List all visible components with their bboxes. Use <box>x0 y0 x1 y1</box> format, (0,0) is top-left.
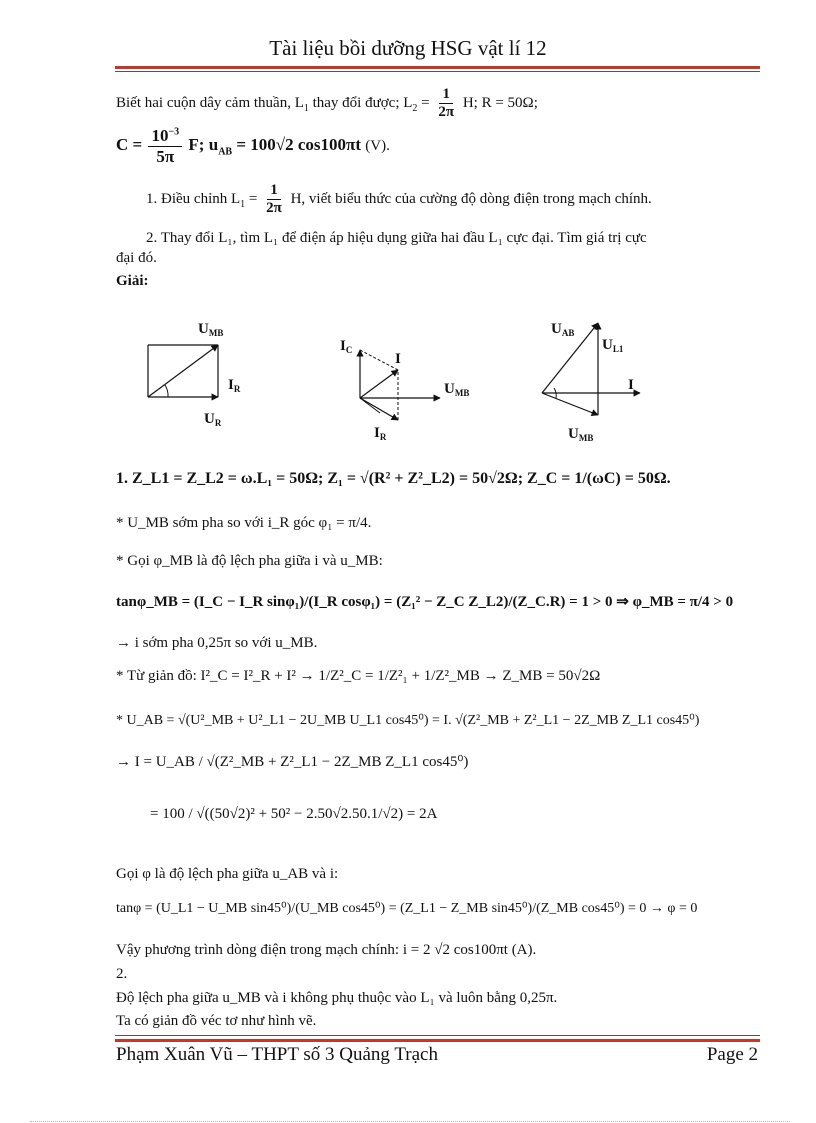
svg-text:UMB: $U_{MB}$ <box>198 321 224 338</box>
solution-tan-phi-mb: tanφ_MB = (I_C − I_R sinφ₁)/(I_R cosφ₁) = (Z₁² − Z_C Z_L2)/(Z_C.R) = 1 > 0 ⇒ φ_MB = π/4 > 0 <box>116 594 734 610</box>
question-2-line2: đại đó. <box>116 250 157 266</box>
solution-result: Vậy phương trình dòng điện trong mạch chính: i = 2 √2 cos100πt (A). <box>116 942 537 958</box>
header-rule-thin <box>115 71 760 72</box>
page-bottom-dotted-line <box>30 1121 790 1122</box>
question-2-line1: 2. Thay đổi L₁, tìm L₁ để điện áp hiệu dụng giữa hai đầu L₁ cực đại. Tìm giá trị cực <box>146 230 647 246</box>
svg-text:I: I <box>628 377 634 393</box>
solution-tan-phi: tanφ = (U_L1 − U_MB sin45⁰)/(U_MB cos45⁰) = (Z_L1 − Z_MB sin45⁰)/(Z_MB cos45⁰) = 0 → φ = 0 <box>116 901 698 916</box>
svg-text:IR: $I_R$ <box>228 377 241 394</box>
footer-page-number: Page 2 <box>706 1044 758 1065</box>
solution-from-diagram: * Từ giản đồ: I²_C = I²_R + I² → 1/Z²_C = 1/Z²₁ + 1/Z²_MB → Z_MB = 50√2Ω <box>116 668 601 684</box>
solution-label: Giải: <box>116 273 149 289</box>
solution-phase-umb: * U_MB sớm pha so với i_R góc φ₁ = π/4. <box>116 515 372 531</box>
solution-current-value: = 100 / √((50√2)² + 50² − 2.50√2.50.1/√2) = 2A <box>150 806 438 822</box>
solution-impedances: 1. Z_L1 = Z_L2 = ω.L₁ = 50Ω; Z₁ = √(R² + Z²_L2) = 50√2Ω; Z_C = 1/(ωC) = 50Ω. <box>116 470 671 487</box>
solution-i-leads: → i sớm pha 0,25π so với u_MB. <box>116 635 318 651</box>
svg-text:UR: $U_R$ <box>204 411 222 428</box>
phasor-diagram-1 <box>148 345 218 397</box>
solution-u-ab: * U_AB = √(U²_MB + U²_L1 − 2U_MB U_L1 cos45⁰) = I. √(Z²_MB + Z²_L1 − 2Z_MB Z_L1 cos45⁰) <box>116 713 700 728</box>
page-header-title: Tài liệu bồi dưỡng HSG vật lí 12 <box>269 36 547 60</box>
header-rule-thick <box>115 66 760 69</box>
svg-text:IC: $I_C$ <box>340 338 353 355</box>
svg-text:UMB: $U_{MB}$ <box>444 381 470 398</box>
footer-author: Phạm Xuân Vũ – THPT số 3 Quảng Trạch <box>116 1044 438 1065</box>
solution-define-phi-mb: * Gọi φ_MB là độ lệch pha giữa i và u_MB: <box>116 553 383 569</box>
svg-text:I: I <box>395 351 401 367</box>
part-2-phase: Độ lệch pha giữa u_MB và i không phụ thuộc vào L₁ và luôn bằng 0,25π. <box>116 990 558 1006</box>
phasor-diagrams <box>110 305 670 455</box>
given-line: Biết hai cuộn dây cảm thuần, $L_1$ thay đổi được; $L_2$ = $\frac{1}{2\pi}$ H; R = 50Ω; <box>116 86 538 121</box>
capacitor-line: C = $\frac{10^{-3}}{5\pi}$ F; $u_{AB} = 100√2$ cos100πt (V). <box>116 126 390 166</box>
footer-rule-thin <box>115 1035 760 1036</box>
solution-current-formula: → I = U_AB / √(Z²_MB + Z²_L1 − 2Z_MB Z_L1 cos45⁰) <box>116 754 469 770</box>
solution-define-phi: Gọi φ là độ lệch pha giữa u_AB và i: <box>116 866 339 882</box>
footer-rule-thick <box>115 1039 760 1042</box>
part-2-label: 2. <box>116 966 128 982</box>
question-1: 1. Điều chỉnh $L_1$ = $\frac{1}{2\pi}$ H, viết biểu thức của cường độ dòng điện trong mạch chính. <box>146 182 652 217</box>
svg-text:UL1: $U_{L1}$ <box>602 337 624 354</box>
svg-text:UMB: $U_{MB}$ <box>568 426 594 443</box>
svg-text:IR: $I_R$ <box>374 425 387 442</box>
part-2-diagram-note: Ta có giản đồ véc tơ như hình vẽ. <box>116 1013 317 1029</box>
svg-text:UAB: $U_{AB}$ <box>551 321 575 338</box>
